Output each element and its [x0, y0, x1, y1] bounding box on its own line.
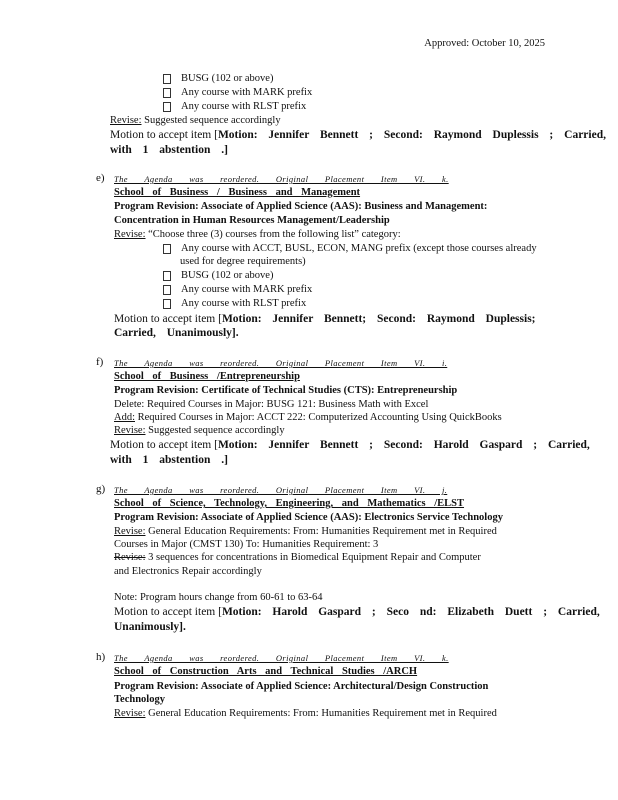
- item-label-f: f): [96, 356, 104, 368]
- list-item: Any course with ACCT, BUSL, ECON, MANG prefix (except those courses already: [163, 243, 537, 254]
- item-label-g: g): [96, 483, 106, 495]
- approval-date: Approved: October 10, 2025: [424, 38, 545, 49]
- motion-line-cont: Carried, Unanimously].: [114, 327, 239, 339]
- motion-line: Motion to accept item [Motion: Jennifer Bennett ; Second: Harold Gaspard ; Carried,: [110, 439, 590, 451]
- note-line: Note: Program hours change from 60-61 to 63-64: [114, 592, 323, 603]
- list-item: Any course with MARK prefix: [163, 87, 312, 98]
- bullet-icon: [163, 271, 171, 281]
- add-line: Add: Required Courses in Major: ACCT 222: Computerized Accounting Using QuickBooks: [114, 412, 502, 423]
- list-item-cont: used for degree requirements): [180, 256, 306, 267]
- agenda-note: The Agenda was reordered. Original Placement Item VI. k.: [114, 653, 449, 663]
- list-item: Any course with RLST prefix: [163, 298, 306, 309]
- revise-line-cont: Courses in Major (CMST 130) To: Humanities Requirement: 3: [114, 539, 379, 550]
- bullet-icon: [163, 285, 171, 295]
- bullet-icon: [163, 88, 171, 98]
- revise-line: Revise: Suggested sequence accordingly: [114, 425, 285, 436]
- school-heading: School of Business /Entrepreneurship: [114, 371, 300, 382]
- item-label-e: e): [96, 172, 105, 184]
- program-title: Program Revision: Associate of Applied Science (AAS): Business and Management:: [114, 201, 488, 212]
- list-item: BUSG (102 or above): [163, 73, 273, 84]
- bullet-icon: [163, 299, 171, 309]
- list-item: Any course with MARK prefix: [163, 284, 312, 295]
- motion-line: Motion to accept item [Motion: Harold Gaspard ; Seco nd: Elizabeth Duett ; Carried,: [114, 606, 600, 618]
- revise-line-cont: and Electronics Repair accordingly: [114, 566, 262, 577]
- revise-line: Revise: “Choose three (3) courses from the following list” category:: [114, 229, 401, 240]
- program-title-cont: Technology: [114, 694, 165, 705]
- program-title-cont: Concentration in Human Resources Management/Leadership: [114, 215, 390, 226]
- motion-line-cont: with 1 abstention .]: [110, 454, 228, 466]
- bullet-icon: [163, 102, 171, 112]
- school-heading: School of Science, Technology, Engineering, and Mathematics /ELST: [114, 498, 465, 509]
- motion-line: Motion to accept item [Motion: Jennifer Bennett; Second: Raymond Duplessis;: [114, 313, 536, 325]
- delete-line: Delete: Required Courses in Major: BUSG 121: Business Math with Excel: [114, 399, 429, 410]
- program-title: Program Revision: Associate of Applied Science: Architectural/Design Construction: [114, 681, 489, 692]
- school-heading: School of Business / Business and Management: [114, 187, 361, 198]
- motion-line-cont: Unanimously].: [114, 621, 186, 633]
- program-title: Program Revision: Certificate of Technical Studies (CTS): Entrepreneurship: [114, 385, 458, 396]
- revise-line: Revise: Suggested sequence accordingly: [110, 115, 281, 126]
- list-item: Any course with RLST prefix: [163, 101, 306, 112]
- revise-line: Revise: General Education Requirements: From: Humanities Requirement met in Required: [114, 708, 497, 719]
- list-item: BUSG (102 or above): [163, 270, 273, 281]
- bullet-icon: [163, 74, 171, 84]
- revise-line: Revise: General Education Requirements: From: Humanities Requirement met in Required: [114, 526, 497, 537]
- bullet-icon: [163, 244, 171, 254]
- revise-line: Revise: 3 sequences for concentrations in Biomedical Equipment Repair and Computer: [114, 552, 481, 563]
- program-title: Program Revision: Associate of Applied Science (AAS): Electronics Service Technology: [114, 512, 503, 523]
- agenda-note: The Agenda was reordered. Original Placement Item VI. j.: [114, 485, 448, 495]
- agenda-note: The Agenda was reordered. Original Placement Item VI. i.: [114, 358, 448, 368]
- motion-line: Motion to accept item [Motion: Jennifer Bennett ; Second: Raymond Duplessis ; Carried,: [110, 129, 606, 141]
- school-heading: School of Construction Arts and Technical Studies /ARCH: [114, 666, 418, 677]
- agenda-note: The Agenda was reordered. Original Placement Item VI. k.: [114, 174, 449, 184]
- item-label-h: h): [96, 651, 106, 663]
- motion-line-cont: with 1 abstention .]: [110, 144, 228, 156]
